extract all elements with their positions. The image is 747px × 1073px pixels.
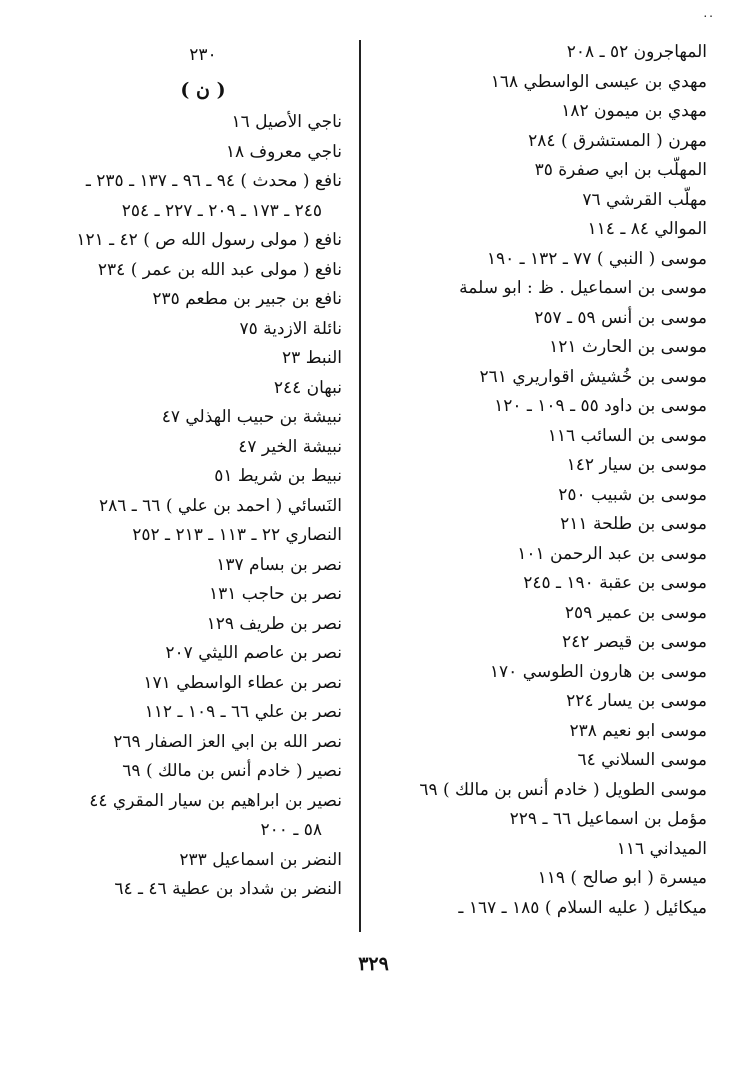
index-entry: ميسرة ( ابو صالح ) ١١٩ (537, 868, 707, 888)
index-entry: موسى بن عمير ٢٥٩ (564, 602, 707, 623)
index-column-right (377, 38, 707, 923)
index-entry: النضر بن اسماعيل ٢٣٣ (179, 849, 342, 870)
index-entry: الميداني ١١٦ (616, 838, 707, 859)
page-number: ٣٢٩ (358, 953, 389, 975)
index-entry: موسى ابو نعيم ٢٣٨ (569, 720, 707, 741)
index-entry: موسى بن اسماعيل . ظ : ابو سلمة (459, 278, 707, 298)
index-entry: موسى بن هارون الطوسي ١٧٠ (489, 661, 707, 682)
index-entry: نصير بن ابراهيم بن سيار المقري ٤٤ (89, 790, 342, 811)
index-entry: موسى الطويل ( خادم أنس بن مالك ) ٦٩ (419, 779, 707, 800)
index-entry: نبيط بن شريط ٥١ (214, 466, 342, 486)
index-entry: موسى ( النبي ) ٧٧ ـ ١٣٢ ـ ١٩٠ (486, 248, 707, 269)
index-entry-continuation: ٢٤٥ ـ ١٧٣ ـ ٢٠٩ ـ ٢٢٧ ـ ٢٥٤ (121, 200, 322, 221)
index-entry: نصر بن بسام ١٣٧ (216, 554, 342, 575)
index-entry: نصير ( خادم أنس بن مالك ) ٦٩ (122, 761, 342, 781)
index-entry: نصر بن حاجب ١٣١ (208, 584, 342, 604)
index-entry: ناجي الأصيل ١٦ (231, 112, 342, 132)
index-entry: موسى بن داود ٥٥ ـ ١٠٩ ـ ١٢٠ (494, 396, 707, 416)
index-entry: نصر بن عطاء الواسطي ١٧١ (143, 672, 342, 693)
index-entry: النبط ٢٣ (282, 348, 342, 368)
index-entry: موسى بن أنس ٥٩ ـ ٢٥٧ (534, 307, 707, 328)
index-entry: النَسائي ( احمد بن علي ) ٦٦ ـ ٢٨٦ (98, 495, 342, 516)
index-entry: موسى بن شبيب ٢٥٠ (558, 484, 707, 505)
index-entry: نبهان ٢٤٤ (273, 377, 342, 398)
index-entry: مؤمل بن اسماعيل ٦٦ ـ ٢٢٩ (509, 809, 707, 829)
index-entry: الموالي ٨٤ ـ ١١٤ (587, 219, 707, 239)
index-entry: ناجي معروف ١٨ (225, 141, 342, 162)
index-entry: النضر بن شداد بن عطية ٤٦ ـ ٦٤ (114, 879, 342, 899)
index-entry: موسى بن طلحة ٢١١ (560, 514, 707, 534)
index-entry: مهدي بن ميمون ١٨٢ (561, 101, 707, 121)
index-entry: نافع ( مولى عبد الله بن عمر ) ٢٣٤ (97, 259, 342, 280)
index-entry: موسى بن عبد الرحمن ١٠١ (517, 543, 707, 564)
index-entry: نصر الله بن ابي العز الصفار ٢٦٩ (113, 731, 342, 752)
index-entry: النصاري ٢٢ ـ ١١٣ ـ ٢١٣ ـ ٢٥٢ (132, 525, 342, 545)
corner-mark: .. (703, 6, 715, 20)
index-entry: موسى بن سيار ١٤٢ (566, 455, 707, 475)
index-entry: موسى بن السائب ١١٦ (547, 425, 707, 446)
index-entry: نائلة الازدية ٧٥ (239, 318, 342, 339)
index-entry: موسى السلاني ٦٤ (577, 750, 707, 770)
index-entry: نصر بن طريف ١٢٩ (206, 613, 342, 634)
index-entry: نصر بن علي ٦٦ ـ ١٠٩ ـ ١١٢ (144, 702, 342, 722)
column-number: ٢٣٠ (189, 45, 217, 65)
index-entry: المهاجرون ٥٢ ـ ٢٠٨ (566, 42, 707, 62)
index-entry: نافع ( مولى رسول الله ص ) ٤٢ ـ ١٢١ (76, 230, 342, 250)
index-entry: نصر بن عاصم الليثي ٢٠٧ (165, 643, 342, 663)
index-entry: نافع بن جبير بن مطعم ٢٣٥ (152, 289, 342, 309)
index-entry: مهدي بن عيسى الواسطي ١٦٨ (490, 71, 707, 92)
index-entry: نافع ( محدث ) ٩٤ ـ ٩٦ ـ ١٣٧ ـ ٢٣٥ ـ (85, 171, 342, 191)
index-entry: ميكائيل ( عليه السلام ) ١٨٥ ـ ١٦٧ ـ (458, 897, 707, 918)
index-entry: مهلّب القرشي ٧٦ (582, 189, 707, 210)
index-entry: نبيشة الخير ٤٧ (238, 436, 342, 457)
index-entry: مهرن ( المستشرق ) ٢٨٤ (528, 130, 707, 151)
column-divider (359, 40, 361, 932)
index-entry: موسى بن الحارث ١٢١ (549, 337, 707, 357)
index-entry: نبيشة بن حبيب الهذلي ٤٧ (161, 407, 342, 427)
index-entry: موسى بن قيصر ٢٤٢ (562, 632, 707, 652)
index-entry: موسى بن عقبة ١٩٠ ـ ٢٤٥ (523, 573, 707, 593)
section-heading: ( ن ) (180, 79, 226, 101)
index-entry: موسى بن خُشيش اقواريري ٢٦١ (479, 366, 707, 387)
index-entry: موسى بن يسار ٢٢٤ (566, 691, 707, 711)
index-entry-continuation: ٥٨ ـ ٢٠٠ (260, 820, 322, 840)
index-entry: المهلّب بن ابي صفرة ٣٥ (534, 160, 707, 180)
index-column-left (24, 38, 342, 905)
